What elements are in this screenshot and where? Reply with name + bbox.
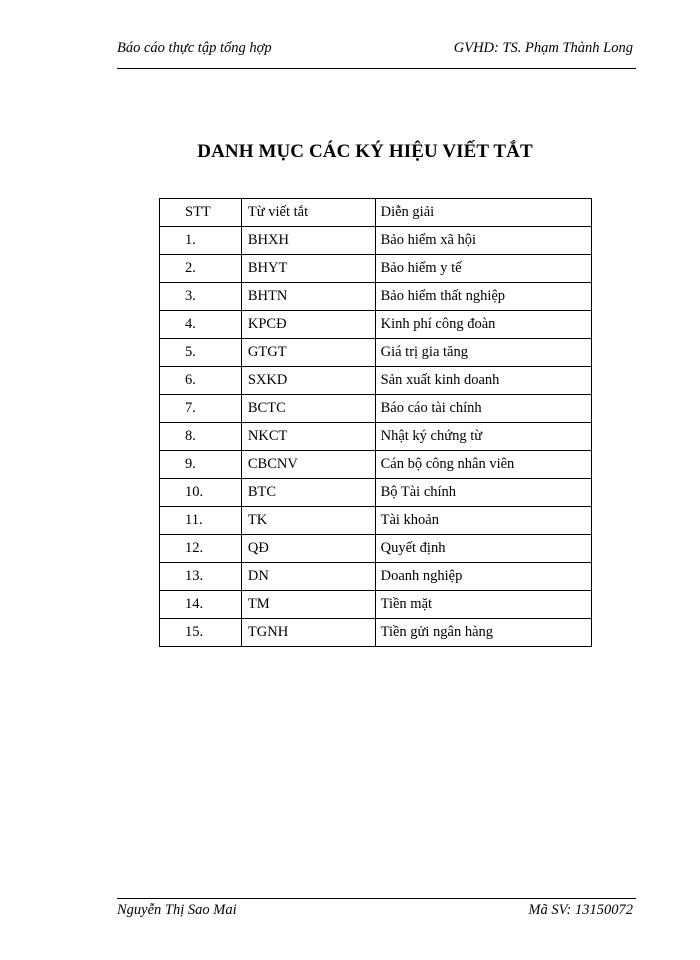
table-row xyxy=(160,367,592,395)
table-row xyxy=(160,535,592,563)
column-header-description: Diễn giải xyxy=(375,199,591,227)
row-number: 7. xyxy=(160,395,242,423)
header-divider xyxy=(117,68,636,69)
row-abbreviation: TGNH xyxy=(241,619,375,647)
row-number: 15. xyxy=(160,619,242,647)
supervisor-label: GVHD: TS. Phạm Thành Long xyxy=(453,40,633,56)
table-row xyxy=(160,619,592,647)
row-number: 10. xyxy=(160,479,242,507)
column-header-abbreviation: Từ viết tắt xyxy=(241,199,375,227)
column-header-stt: STT xyxy=(160,199,242,227)
table-row xyxy=(160,395,592,423)
footer-divider xyxy=(117,898,636,899)
row-abbreviation: BHYT xyxy=(241,255,375,283)
student-id: Mã SV: 13150072 xyxy=(528,902,633,918)
row-description: Nhật ký chứng từ xyxy=(375,423,591,451)
report-title: Báo cáo thực tập tổng hợp xyxy=(117,40,272,56)
table-row xyxy=(160,507,592,535)
row-description: Bảo hiểm xã hội xyxy=(375,227,591,255)
table-row xyxy=(160,451,592,479)
row-description: Sản xuất kinh doanh xyxy=(375,367,591,395)
row-abbreviation: TM xyxy=(241,591,375,619)
table-row xyxy=(160,283,592,311)
row-abbreviation: QĐ xyxy=(241,535,375,563)
row-description: Doanh nghiệp xyxy=(375,563,591,591)
table-row xyxy=(160,479,592,507)
row-abbreviation: KPCĐ xyxy=(241,311,375,339)
row-number: 14. xyxy=(160,591,242,619)
row-abbreviation: TK xyxy=(241,507,375,535)
row-number: 12. xyxy=(160,535,242,563)
row-description: Tiền mặt xyxy=(375,591,591,619)
row-number: 11. xyxy=(160,507,242,535)
row-number: 4. xyxy=(160,311,242,339)
table-body xyxy=(160,227,592,647)
row-description: Báo cáo tài chính xyxy=(375,395,591,423)
table-row xyxy=(160,423,592,451)
row-abbreviation: DN xyxy=(241,563,375,591)
table-row xyxy=(160,227,592,255)
row-abbreviation: CBCNV xyxy=(241,451,375,479)
row-description: Bảo hiểm y tế xyxy=(375,255,591,283)
page-title: DANH MỤC CÁC KÝ HIỆU VIẾT TẮT xyxy=(197,141,533,162)
row-abbreviation: BHTN xyxy=(241,283,375,311)
row-description: Giá trị gia tăng xyxy=(375,339,591,367)
table-row xyxy=(160,255,592,283)
row-description: Tiền gửi ngân hàng xyxy=(375,619,591,647)
table-row xyxy=(160,339,592,367)
student-name: Nguyễn Thị Sao Mai xyxy=(117,902,237,918)
row-number: 1. xyxy=(160,227,242,255)
row-number: 9. xyxy=(160,451,242,479)
row-number: 6. xyxy=(160,367,242,395)
row-abbreviation: SXKD xyxy=(241,367,375,395)
page-footer xyxy=(117,902,633,924)
table-header-row xyxy=(160,199,592,227)
row-number: 2. xyxy=(160,255,242,283)
row-number: 5. xyxy=(160,339,242,367)
row-abbreviation: BTC xyxy=(241,479,375,507)
row-description: Tài khoản xyxy=(375,507,591,535)
row-abbreviation: BCTC xyxy=(241,395,375,423)
row-description: Bảo hiểm thất nghiệp xyxy=(375,283,591,311)
row-number: 13. xyxy=(160,563,242,591)
row-number: 8. xyxy=(160,423,242,451)
row-description: Kinh phí công đoàn xyxy=(375,311,591,339)
table-row xyxy=(160,563,592,591)
row-abbreviation: GTGT xyxy=(241,339,375,367)
row-number: 3. xyxy=(160,283,242,311)
row-abbreviation: BHXH xyxy=(241,227,375,255)
row-description: Bộ Tài chính xyxy=(375,479,591,507)
row-description: Cán bộ công nhân viên xyxy=(375,451,591,479)
abbreviation-table xyxy=(159,198,592,647)
table-row xyxy=(160,591,592,619)
page-header xyxy=(117,40,633,62)
row-abbreviation: NKCT xyxy=(241,423,375,451)
table-row xyxy=(160,311,592,339)
row-description: Quyết định xyxy=(375,535,591,563)
